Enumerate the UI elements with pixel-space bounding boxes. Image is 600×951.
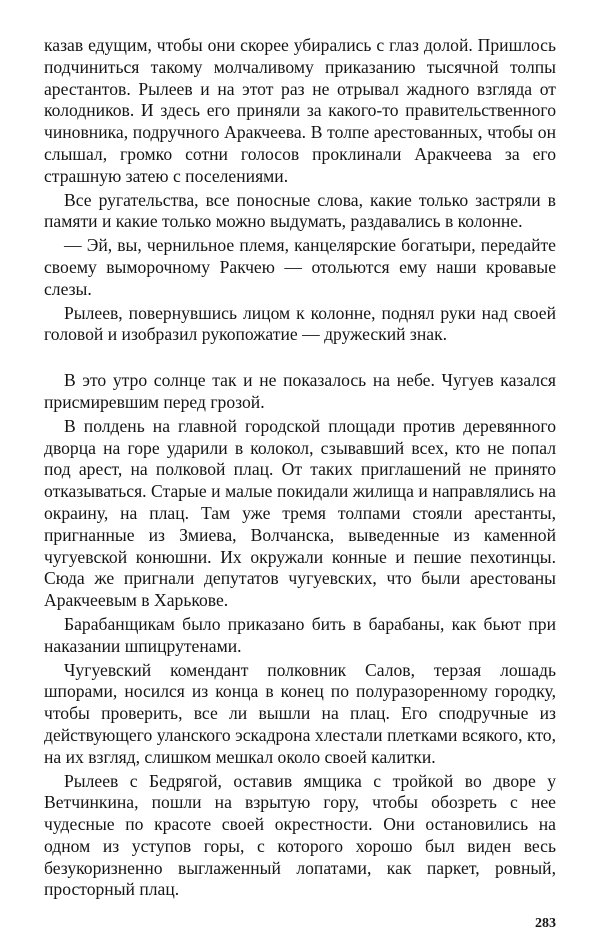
paragraph-commandant: Чугуевский комендант полковник Салов, терзая лошадь шпорами, носился из конца в конец по полуразоренному городку, чтобы проверить, все ли вышли на плац. Его сподручные из действующего уланского эскадрона хлестали плетками всякого, кто, на их взгляд, слишком мешкал около своей калитки. xyxy=(44,659,556,767)
book-page xyxy=(44,35,556,935)
paragraph-curses: Все ругательства, все поносные слова, какие только застряли в памяти и какие только можно выдумать, раздавались в колонне. xyxy=(44,189,556,232)
paragraph-morning: В это утро солнце так и не показалось на небе. Чугуев казался присмиревшим перед грозой. xyxy=(44,370,556,412)
paragraph-noon: В полдень на главной городской площади против деревянного дворца на горе ударили в колокол, сзывавший всех, кто не попал под арест, на полковой плац. От таких приглашений не принято отказываться. Старые и малые покидали жилища и направлялись на окраину, на плац. Там уже тремя толпами стояли арестанты, пригнанные из Змиева, Волчанска, выведенные из каменной чугуевской конюшни. Их окружали конные и пешие пехотинцы. Сюда же пригнали депутатов чугуевских, что были арестованы Аракчеевым в Харькове. xyxy=(44,415,556,611)
paragraph-ryleev-bedryaga: Рылеев с Бедрягой, оставив ямщика с тройкой во дворе у Ветчинкина, пошли на взрытую гору, чтобы обозреть с нее чудесные по красоте своей окрестности. Они остановились на одном из уступов горы, с которого хорошо был виден весь безукоризненно выглаженный лопатами, как паркет, ровный, просторный плац. xyxy=(44,770,556,900)
paragraph-handshake: Рылеев, повернувшись лицом к колонне, поднял руки над своей головой и изобразил рукопожатие — дружеский знак. xyxy=(44,302,556,345)
page-number: 283 xyxy=(535,916,556,931)
paragraph-drummers: Барабанщикам было приказано бить в барабаны, как бьют при наказании шпицрутенами. xyxy=(44,613,556,656)
paragraph-continuation: казав едущим, чтобы они скорее убирались с глаз долой. Пришлось подчиниться такому молчаливому приказанию тысячной толпы арестантов. Рылеев и на этот раз не отрывал жадного взгляда от колодников. И здесь его приняли за какого-то правительственного чиновника, подручного Аракчеева. В толпе арестованных, чтобы он слышал, громко сотни голосов проклинали Аракчеева за его страшную затею с поселениями. xyxy=(44,35,556,186)
paragraph-dialogue: — Эй, вы, чернильное племя, канцелярские богатыри, передайте своему выморочному Ракчею — отольются ему наши кровавые слезы. xyxy=(44,235,556,299)
